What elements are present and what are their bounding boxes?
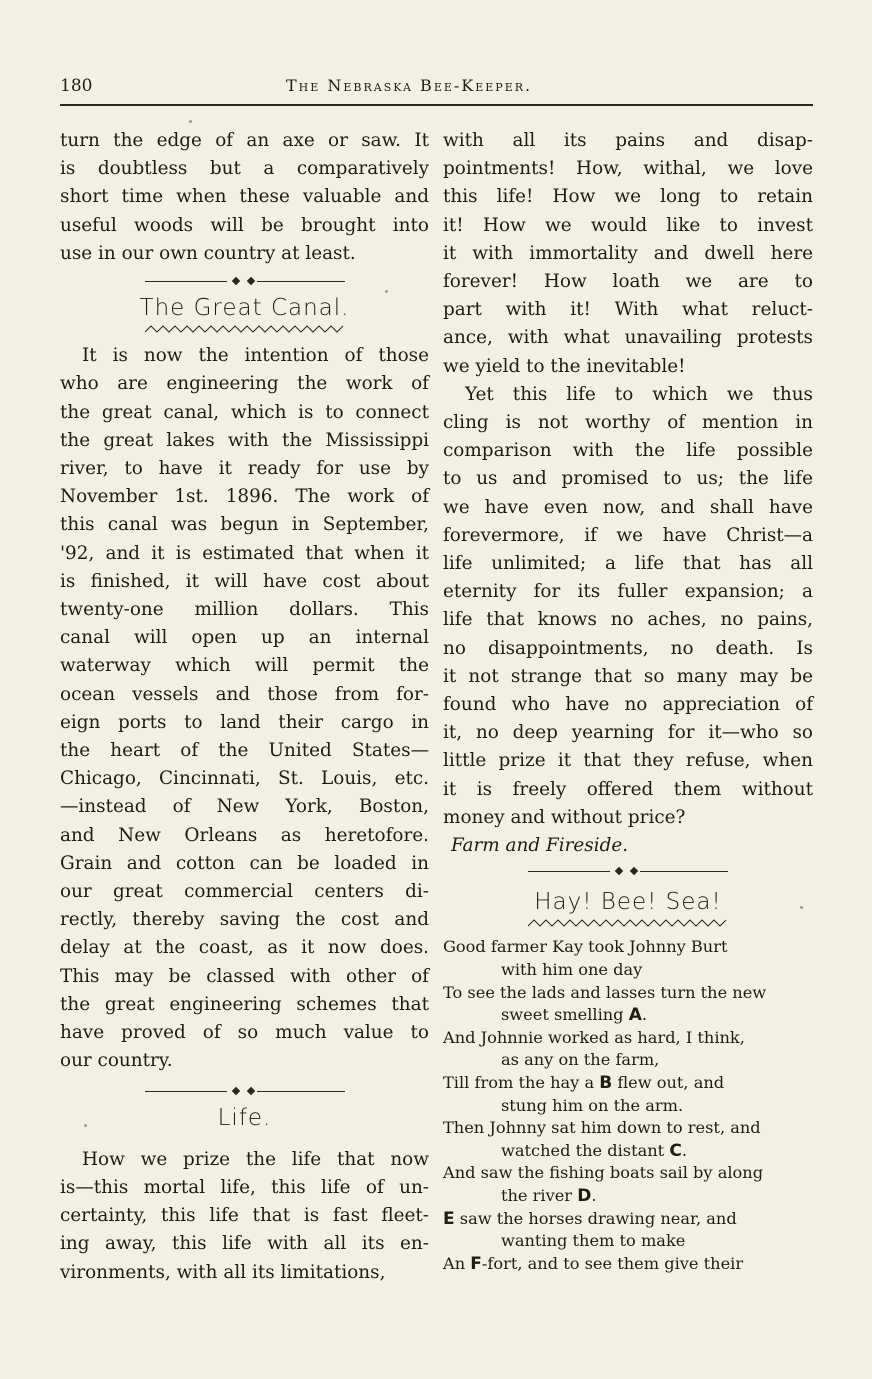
text-line: It is now the intention of those — [82, 345, 429, 367]
text-line: and New Orleans as heretofore. — [60, 824, 429, 846]
text-line: it! How we would like to invest — [443, 214, 813, 236]
text-line: life unlimited; a life that has all — [443, 553, 813, 575]
poem-text: saw the horses drawing near, and — [454, 1208, 737, 1228]
poem-text: the river — [501, 1186, 578, 1206]
poem-line — [443, 936, 813, 959]
poem-line — [443, 959, 813, 982]
text-line: forevermore, if we have Christ—a — [443, 524, 813, 546]
poem-line — [443, 1208, 813, 1231]
text-line: How we prize the life that now — [82, 1148, 429, 1170]
text-line: pointments! How, withal, we love — [443, 158, 813, 180]
text-line: the great lakes with the Mississippi — [60, 429, 429, 451]
left-column — [60, 127, 429, 1287]
text-line: cling is not worthy of mention in — [443, 412, 813, 434]
text-line: eign ports to land their cargo in — [60, 711, 429, 733]
text-line: with all its pains and disap- — [443, 130, 813, 151]
print-speck — [385, 290, 388, 293]
text-line: is finished, it will have cost about — [60, 570, 429, 592]
poem-text: And Johnnie worked as hard, I think, — [443, 1027, 745, 1047]
poem-line — [443, 1027, 813, 1050]
text-line: short time when these valuable and — [60, 186, 429, 208]
poem-text: sweet smelling — [501, 1005, 629, 1025]
poem-text: An — [443, 1253, 471, 1273]
text-line: waterway which will permit the — [60, 655, 429, 677]
text-line: this canal was begun in September, — [60, 514, 429, 536]
text-line: ing away, this life with all its en- — [60, 1233, 429, 1255]
poem-text: To see the lads and lasses turn the new — [443, 982, 767, 1002]
zigzag-ornament — [528, 918, 728, 928]
text-line: comparison with the life possible — [443, 440, 813, 462]
section-divider — [145, 276, 345, 288]
text-line: the great canal, which is to connect — [60, 401, 429, 423]
poem-line — [443, 1117, 813, 1140]
poem-text: stung him on the arm. — [501, 1095, 684, 1115]
poem-line — [443, 1185, 813, 1208]
page-number: 180 — [60, 76, 93, 96]
canal-heading: The Great Canal. — [139, 295, 350, 322]
text-line: we yield to the inevitable! — [443, 355, 686, 377]
letter-glyph: C — [669, 1140, 682, 1161]
text-line: it is freely offered them without — [443, 778, 813, 800]
text-line: turn the edge of an axe or saw. It — [60, 130, 429, 151]
text-line: the heart of the United States— — [60, 740, 429, 762]
letter-glyph: F — [470, 1253, 482, 1274]
text-line: twenty-one million dollars. This — [60, 599, 429, 621]
life-continued-paragraph — [443, 127, 813, 381]
text-line: ocean vessels and those from for- — [60, 683, 429, 705]
text-line: eternity for its fuller expansion; a — [443, 581, 813, 603]
text-line: —instead of New York, Boston, — [60, 796, 429, 818]
text-line: use in our own country at least. — [60, 242, 356, 264]
text-line: is doubtless but a comparatively — [60, 158, 429, 180]
canal-paragraph — [60, 342, 429, 1075]
text-line: vironments, with all its limitations, — [60, 1261, 386, 1283]
poem — [443, 936, 813, 1275]
text-line: ance, with what unavailing protests — [443, 327, 813, 349]
poem-text: Good farmer Kay took Johnny Burt — [443, 937, 728, 957]
text-line: Yet this life to which we thus — [465, 383, 813, 405]
text-line: have proved of so much value to — [60, 1022, 429, 1044]
text-line: it, no deep yearning for it—who so — [443, 722, 813, 744]
poem-line — [443, 1253, 813, 1276]
intro-paragraph — [60, 127, 429, 268]
source-credit: Farm and Fireside. — [451, 835, 629, 857]
poem-text: wanting them to make — [501, 1231, 686, 1251]
print-speck — [189, 120, 192, 123]
poem-text: flew out, and — [612, 1073, 725, 1093]
poem-text: . — [591, 1186, 597, 1206]
text-line: is—this mortal life, this life of un- — [60, 1176, 429, 1198]
life-continued-paragraph-2 — [443, 381, 813, 832]
header-rule — [60, 104, 813, 106]
text-line: Grain and cotton can be loaded in — [60, 852, 429, 874]
life-heading: Life. — [217, 1104, 272, 1131]
section-divider — [145, 1086, 345, 1098]
text-line: delay at the coast, as it now does. — [60, 937, 429, 959]
poem-line — [443, 1049, 813, 1072]
right-column — [443, 127, 813, 1275]
text-line: it not strange that so many may be — [443, 665, 813, 687]
text-line: our country. — [60, 1050, 173, 1072]
text-line: forever! How loath we are to — [443, 271, 813, 293]
text-line: '92, and it is estimated that when it — [60, 542, 429, 564]
poem-text: Till from the hay a — [443, 1073, 600, 1093]
letter-glyph: B — [599, 1073, 613, 1094]
poem-line — [443, 982, 813, 1005]
text-line: the great engineering schemes that — [60, 993, 429, 1015]
text-line: This may be classed with other of — [60, 965, 429, 987]
poem-line — [443, 1230, 813, 1253]
letter-glyph: E — [443, 1208, 455, 1229]
section-divider — [528, 866, 728, 878]
poem-text: watched the distant — [501, 1140, 670, 1160]
poem-text: . — [681, 1140, 687, 1160]
letter-glyph: D — [577, 1186, 592, 1207]
text-line: river, to have it ready for use by — [60, 458, 429, 480]
poem-text: Then Johnny sat him down to rest, and — [443, 1118, 761, 1138]
text-line: to us and promised to us; the life — [443, 468, 813, 490]
text-line: our great commercial centers di- — [60, 881, 429, 903]
text-line: useful woods will be brought into — [60, 214, 429, 236]
poem-text: with him one day — [501, 960, 643, 980]
poem-line — [443, 1162, 813, 1185]
zigzag-ornament — [145, 324, 345, 334]
poem-text: And saw the fishing boats sail by along — [443, 1163, 764, 1183]
poem-line — [443, 1095, 813, 1118]
text-line: November 1st. 1896. The work of — [60, 486, 429, 508]
text-line: this life! How we long to retain — [443, 186, 813, 208]
text-line: who are engineering the work of — [60, 373, 429, 395]
text-line: rectly, thereby saving the cost and — [60, 909, 429, 931]
poem-line — [443, 1072, 813, 1095]
text-line: we have even now, and shall have — [443, 496, 813, 518]
text-line: no disappointments, no death. Is — [443, 637, 813, 659]
life-paragraph — [60, 1146, 429, 1287]
text-line: part with it! With what reluct- — [443, 299, 813, 321]
poem-text: -fort, and to see them give their — [481, 1253, 744, 1273]
print-speck — [84, 1124, 87, 1127]
print-speck — [800, 906, 803, 909]
text-line: little prize it that they refuse, when — [443, 750, 813, 772]
running-title: The Nebraska Bee-Keeper. — [286, 76, 533, 95]
text-line: life that knows no aches, no pains, — [443, 609, 813, 631]
poem-heading: Hay! Bee! Sea! — [534, 889, 722, 916]
poem-line — [443, 1004, 813, 1027]
text-line: money and without price? — [443, 806, 686, 828]
text-line: Chicago, Cincinnati, St. Louis, etc. — [60, 768, 429, 790]
poem-text: as any on the farm, — [501, 1050, 660, 1070]
text-line: canal will open up an internal — [60, 627, 429, 649]
poem-line — [443, 1140, 813, 1163]
letter-glyph: A — [628, 1005, 642, 1026]
text-line: certainty, this life that is fast fleet- — [60, 1205, 429, 1227]
text-line: it with immortality and dwell here — [443, 242, 813, 264]
text-line: found who have no appreciation of — [443, 694, 813, 716]
poem-text: . — [641, 1005, 648, 1025]
page-header — [60, 76, 813, 104]
